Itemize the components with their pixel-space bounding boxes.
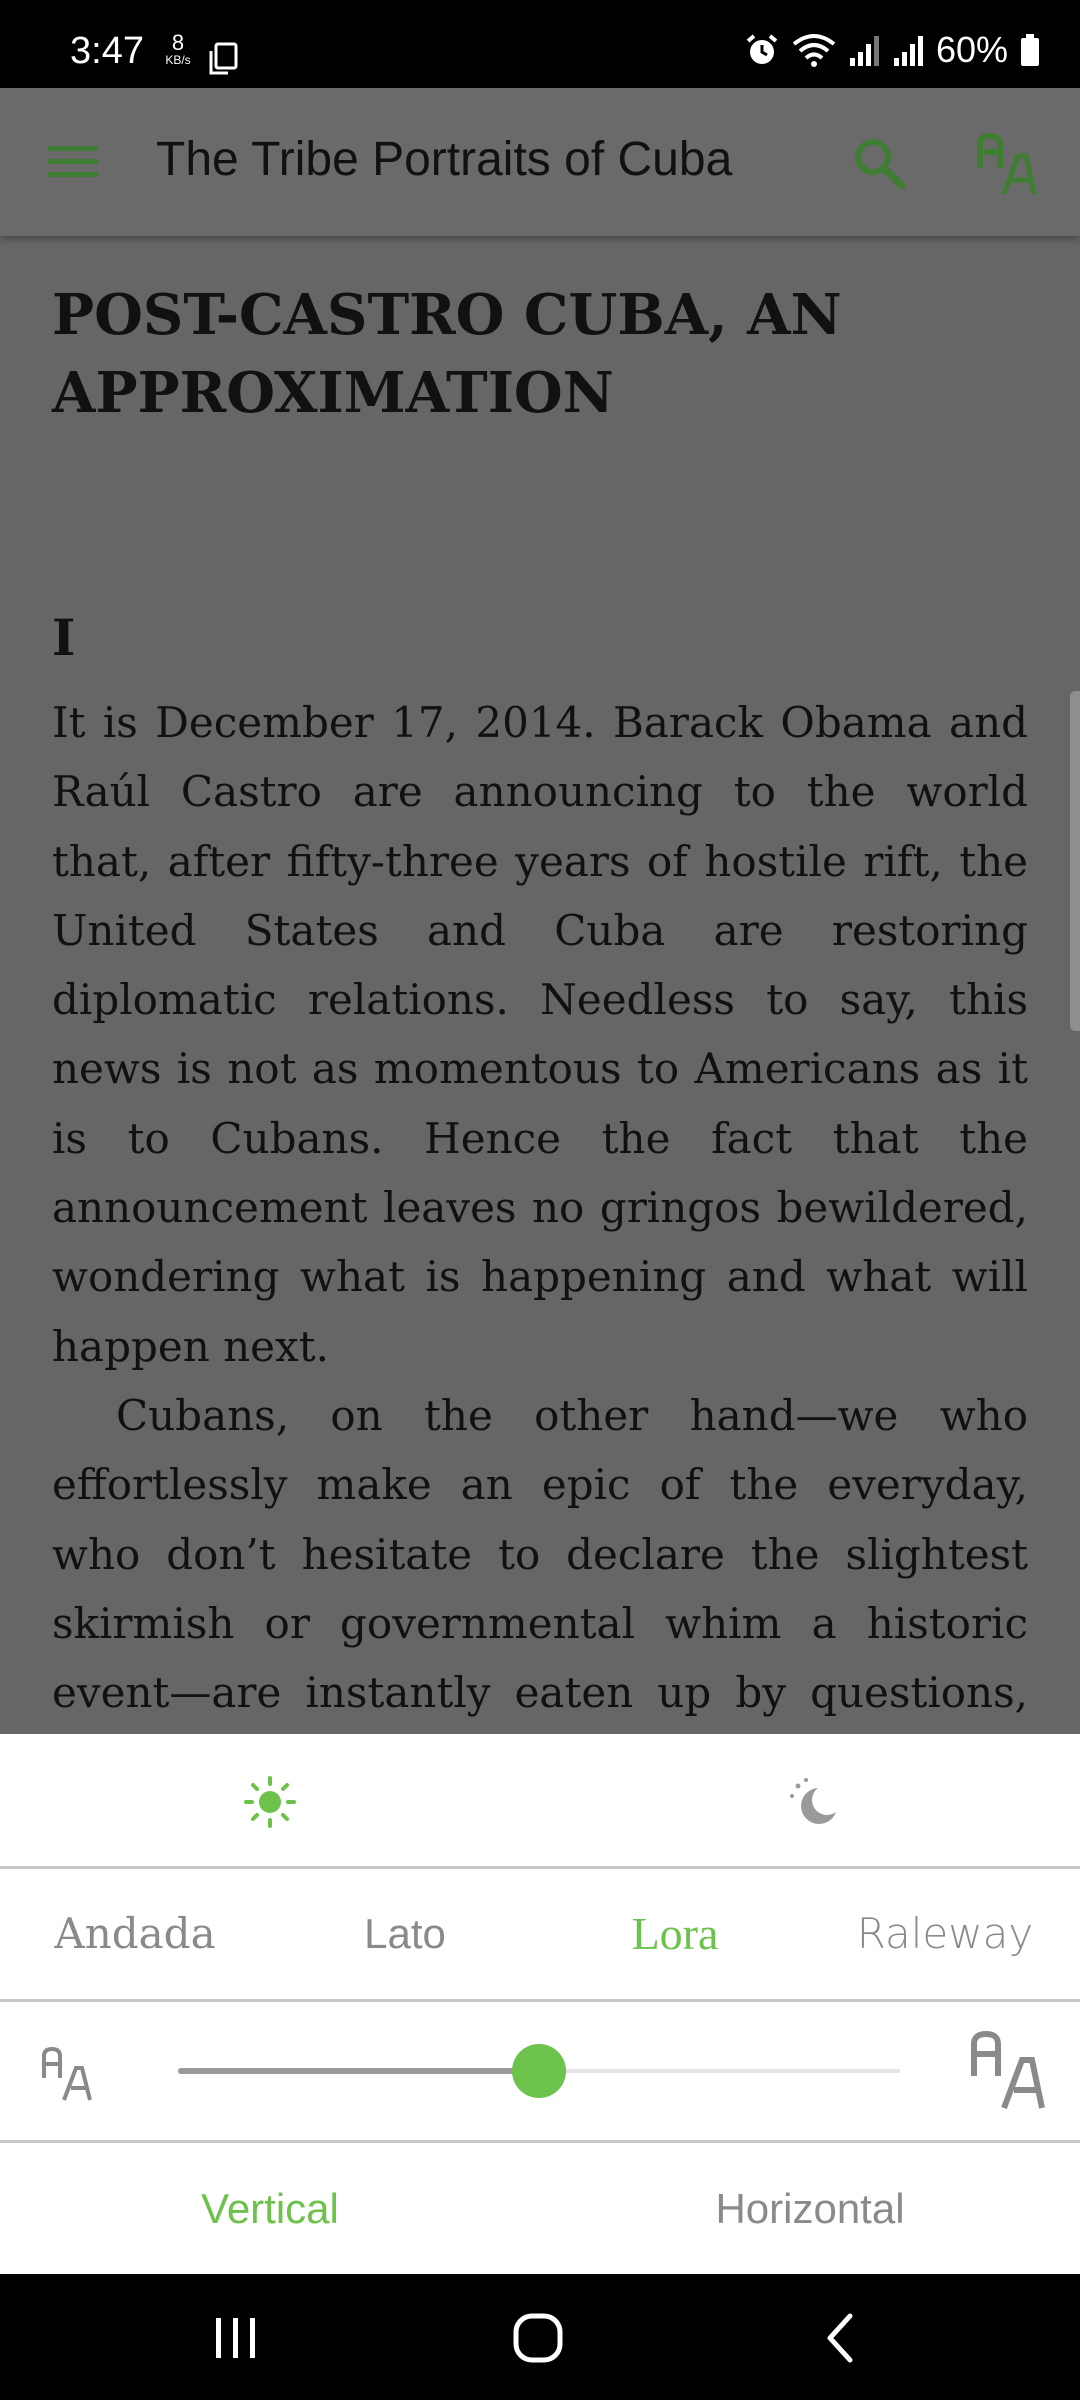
font-settings-icon[interactable]	[976, 132, 1040, 196]
font-option-andada[interactable]: Andada	[54, 1909, 216, 1958]
alarm-icon	[744, 32, 780, 68]
chapter-title: POST-CASTRO CUBA, AN APPROXIMATION	[52, 282, 842, 426]
font-size-track-fill	[178, 2068, 539, 2074]
section-numeral: I	[52, 608, 76, 667]
home-icon[interactable]	[508, 2312, 568, 2364]
book-title: The Tribe Portraits of Cuba	[156, 133, 733, 186]
recent-apps-icon[interactable]	[206, 2312, 266, 2364]
font-family-selector	[0, 1869, 1080, 2002]
paragraph: Cubans, on the other hand—we who effortlessly make an epic of the everyday, who don’t hesitate to declare the slightest skirmish or governmental whim a historic event—are instantly eaten up by questions,	[52, 1390, 1028, 1718]
status-time: 3:47	[70, 30, 144, 72]
font-size-large-icon[interactable]	[970, 2030, 1050, 2110]
font-option-lora[interactable]: Lora	[631, 1908, 719, 1959]
font-size-slider-thumb[interactable]	[512, 2044, 566, 2098]
battery-icon	[1020, 32, 1040, 68]
back-icon[interactable]	[812, 2312, 872, 2364]
font-size-small-icon[interactable]	[40, 2046, 96, 2102]
status-bar	[0, 0, 1080, 88]
system-nav-bar	[0, 2274, 1080, 2400]
font-size-control	[0, 2002, 1080, 2143]
font-option-raleway[interactable]: Raleway	[856, 1909, 1034, 1958]
signal-icon	[848, 32, 880, 68]
moon-icon[interactable]	[784, 1774, 840, 1830]
reading-content[interactable]	[0, 236, 1080, 1736]
scrollbar[interactable]	[1070, 691, 1080, 1031]
copy-icon	[208, 42, 238, 76]
sun-icon[interactable]	[242, 1774, 298, 1830]
wifi-icon	[792, 32, 836, 68]
search-icon[interactable]	[852, 136, 906, 190]
signal-icon	[892, 32, 924, 68]
menu-icon[interactable]	[48, 144, 98, 180]
scroll-orientation-selector	[0, 2143, 1080, 2274]
paragraph: It is December 17, 2014. Barack Obama and Raúl Castro are announcing to the world that, after fifty-three years of hostile rift, the United States and Cuba are restoring diplomatic relations. Needless to say, this news is not as momentous to Americans as it is to Cubans. Hence the fact that the announcement leaves no gringos bewildered, wondering what is happening and what will happen next.	[52, 698, 1028, 1371]
theme-selector	[0, 1734, 1080, 1869]
app-bar	[0, 88, 1080, 236]
data-rate-unit: KB/s	[165, 53, 191, 67]
body-text	[52, 688, 1028, 1866]
orientation-vertical[interactable]: Vertical	[201, 2185, 339, 2232]
font-option-lato[interactable]: Lato	[364, 1910, 446, 1957]
reader-settings-panel	[0, 1734, 1080, 2274]
data-rate-value: 8	[171, 30, 185, 55]
battery-level: 60%	[935, 29, 1008, 70]
data-rate	[158, 32, 198, 66]
status-icons	[744, 30, 1040, 70]
orientation-horizontal[interactable]: Horizontal	[715, 2185, 905, 2232]
